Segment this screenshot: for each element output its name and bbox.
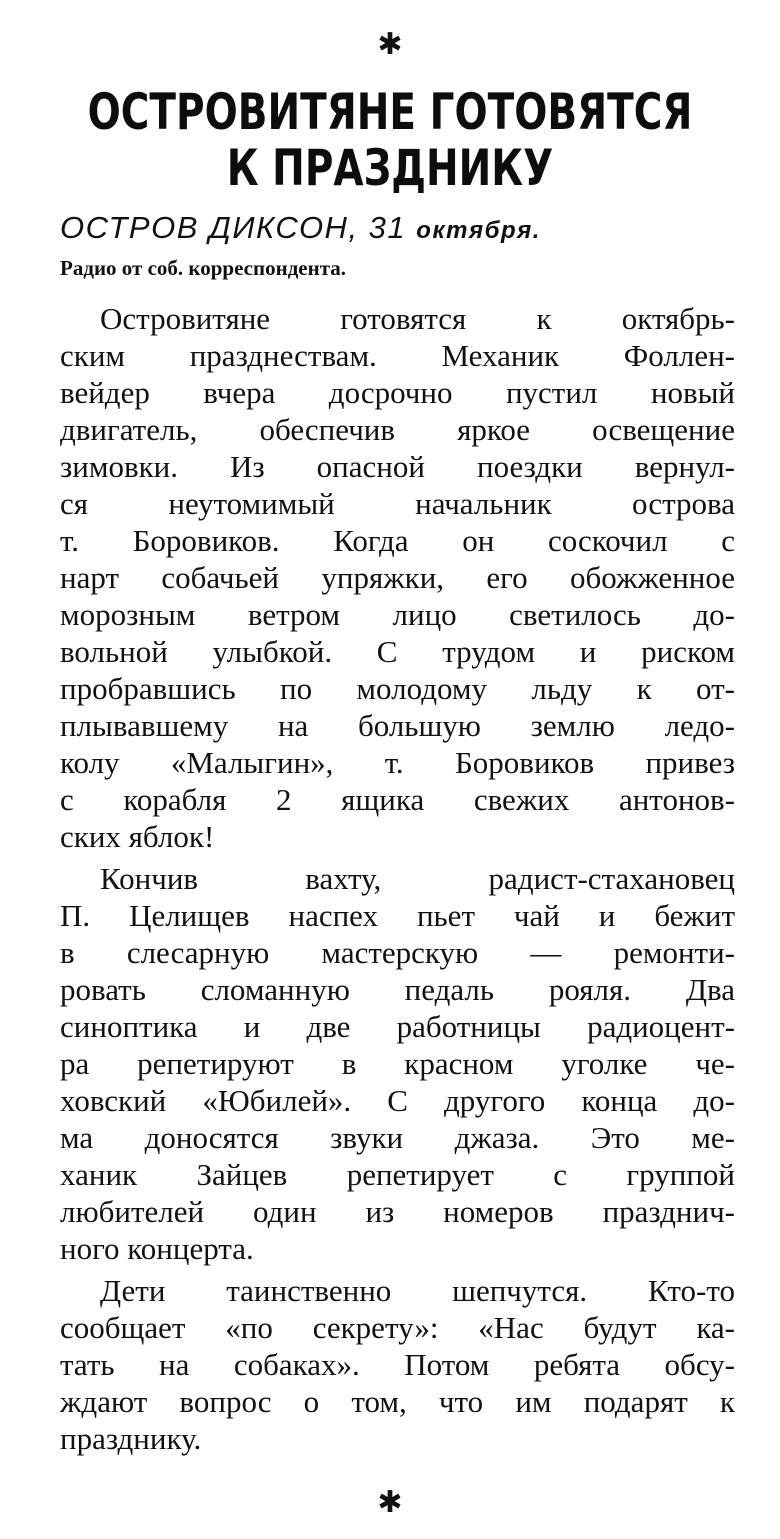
paragraph-line: Дети таинственно шепчутся. Кто-то (100, 1273, 735, 1308)
paragraph-line: Кончив вахту, радист-стахановец (100, 861, 735, 896)
byline: Радио от соб. корреспондента. (60, 256, 347, 280)
paragraph-line: ских яблок! (60, 819, 215, 854)
paragraph-line: с корабля 2 ящика свежих антонов- (60, 782, 735, 817)
paragraph-line: ровать сломанную педаль рояля. Два (60, 972, 735, 1007)
paragraph-line: колу «Малыгин», т. Боровиков привез (60, 745, 735, 780)
paragraph-line: Островитяне готовятся к октябрь- (100, 301, 735, 336)
paragraph-line: зимовки. Из опасной поездки вернул- (60, 449, 735, 484)
paragraph-line: пробравшись по молодому льду к от- (60, 671, 735, 706)
headline-line-2: К ПРАЗДНИКУ (226, 139, 554, 197)
paragraph-line: ся неутомимый начальник острова (60, 486, 735, 521)
paragraph-line: любителей один из номеров празднич- (60, 1194, 735, 1229)
paragraph-line: тать на собаках». Потом ребята обсу- (60, 1347, 735, 1382)
top-star-ornament: ✱ (377, 27, 403, 62)
paragraph-line: П. Целищев наспех пьет чай и бежит (60, 898, 735, 933)
paragraph-line: сообщает «по секрету»: «Нас будут ка- (60, 1310, 735, 1345)
dateline-place: ОСТРОВ ДИКСОН, 31 (60, 210, 417, 245)
paragraph-line: двигатель, обеспечив яркое освещение (60, 412, 735, 447)
paragraph-line: ховский «Юбилей». С другого конца до- (60, 1083, 735, 1118)
paragraph-line: ра репетируют в красном уголке че- (60, 1046, 735, 1081)
paragraph-line: вольной улыбкой. С трудом и риском (60, 634, 735, 669)
paragraph-line: празднику. (60, 1421, 202, 1456)
paragraph-line: ного концерта. (60, 1231, 254, 1266)
paragraph-line: ждают вопрос о том, что им подарят к (60, 1384, 735, 1419)
paragraph-line: ским празднествам. Механик Фоллен- (60, 338, 735, 373)
paragraph-line: морозным ветром лицо светилось до- (60, 597, 735, 632)
bottom-star-ornament: ✱ (377, 1485, 403, 1520)
dateline (60, 208, 740, 251)
paragraph-line: ханик Зайцев репетирует с группой (60, 1157, 735, 1192)
headline-line-1: ОСТРОВИТЯНЕ ГОТОВЯТСЯ (87, 83, 693, 141)
dateline-month: октября. (416, 217, 541, 244)
paragraph-line: нарт собачьей упряжки, его обожженное (60, 560, 735, 595)
paragraph-line: вейдер вчера досрочно пустил новый (60, 375, 735, 410)
paragraph-line: синоптика и две работницы радиоцент- (60, 1009, 735, 1044)
paragraph-line: плывавшему на большую землю ледо- (60, 708, 735, 743)
paragraph-line: т. Боровиков. Когда он соскочил с (60, 523, 735, 558)
paragraph-line: в слесарную мастерскую — ремонти- (60, 935, 735, 970)
paragraph-line: ма доносятся звуки джаза. Это ме- (60, 1120, 735, 1155)
